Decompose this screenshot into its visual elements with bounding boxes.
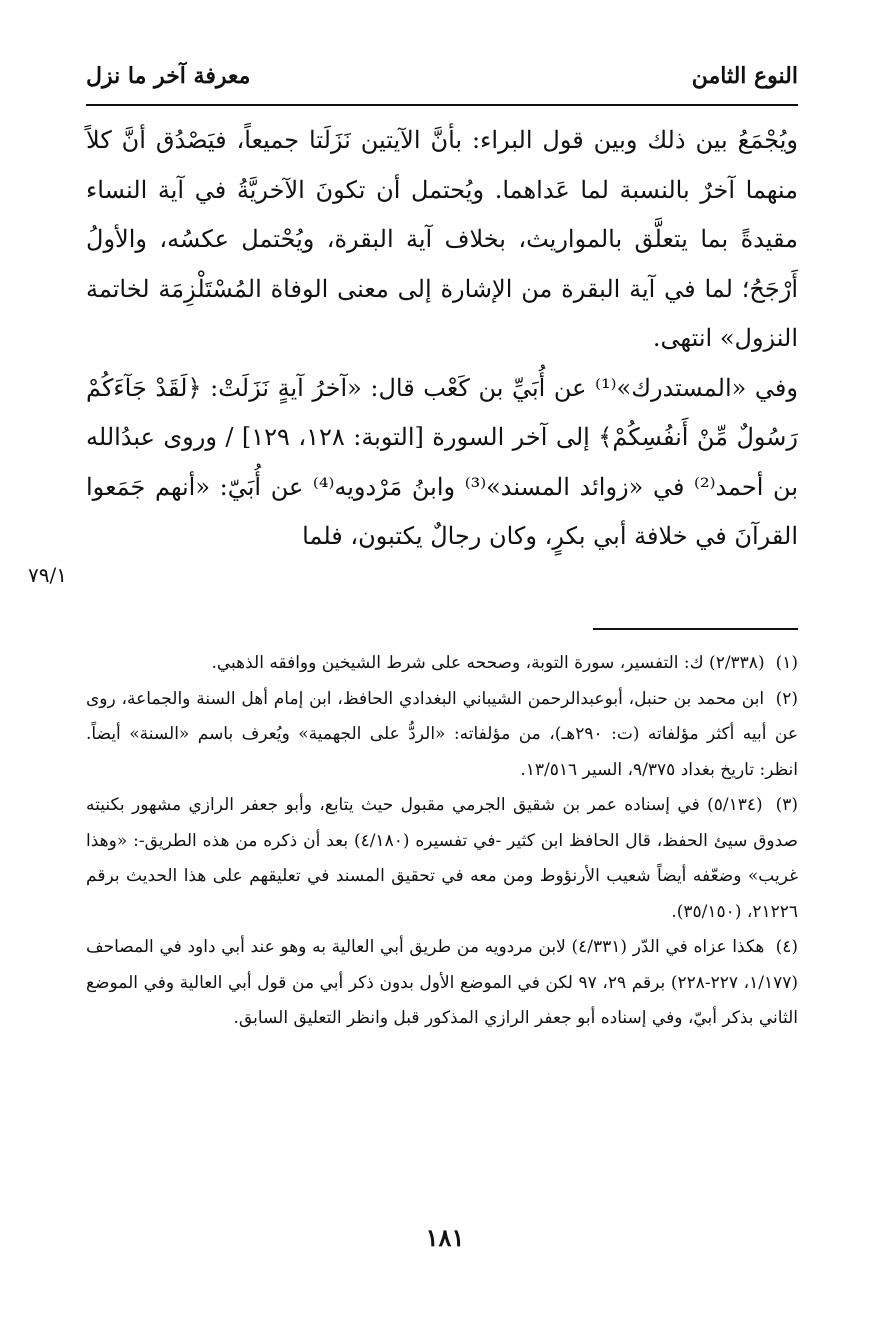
footnotes <box>86 646 798 1037</box>
main-text <box>86 116 798 562</box>
section-heading: معرفة آخر ما نزل <box>86 63 251 89</box>
footnote-number: (٤) <box>775 937 798 957</box>
footnote <box>86 682 798 789</box>
footnote-text: (٢/٣٣٨) ك: التفسير، سورة التوبة، وصححه على شرط الشيخين ووافقه الذهبي. <box>211 653 765 673</box>
page-number: ١٨١ <box>425 1223 465 1252</box>
chapter-heading: النوع الثامن <box>691 63 798 89</box>
footnote <box>86 646 798 682</box>
margin-reference: ٧٩/١ <box>28 563 67 587</box>
footnote-number: (١) <box>775 653 798 673</box>
running-header <box>86 56 798 96</box>
footnote-divider <box>593 628 798 630</box>
header-divider <box>86 104 798 106</box>
footnote <box>86 930 798 1037</box>
footnote-number: (٣) <box>775 795 799 815</box>
footnote-number: (٢) <box>775 688 798 709</box>
footnote-text: (٥/١٣٤) في إسناده عمر بن شقيق الجرمي مقبول حيث يتابع، وأبو جعفر الرازي مشهور بكنيته صدوق سيئ الحفظ، قال الحافظ ابن كثير -في تفسيره (٤/١٨٠) بعد أن ذكره من هذه الطريق-: «وهذا غريب» وضعّفه أيضاً شعيب الأرنؤوط ومن معه في تحقيق المسند في تعليقهم على هذا الحديث برقم ٢١٢٢٦، (٣٥/١٥٠). <box>86 795 798 922</box>
footnote <box>86 788 798 930</box>
paragraph: وفي «المستدرك»⁽¹⁾ عن أُبَيِّ بن كَعْب قال: «آخرُ آيةٍ نَزَلَتْ: ﴿لَقَدْ جَآءَكُمْ رَسُولٌ مِّنْ أَنفُسِكُمْ﴾ إلى آخر السورة [التوبة: ١٢٨، ١٢٩] / وروى عبدُالله بن أحمد⁽²⁾ في «زوائد المسند»⁽³⁾ وابنُ مَرْدويه⁽⁴⁾ عن أُبَيّ: «أنهم جَمَعوا القرآنَ في خلافة أبي بكرٍ، وكان رجالٌ يكتبون، فلما <box>86 373 798 550</box>
paragraph: ويُجْمَعُ بين ذلك وبين قول البراء: بأنَّ الآيتين نَزَلَتا جميعاً، فيَصْدُق أنَّ كلاً منهما آخرٌ بالنسبة لما عَداهما. ويُحتمل أن تكونَ الآخريَّةُ في آية النساء مقيدةً بما يتعلَّق بالمواريث، بخلاف آية البقرة، ويُحْتمل عكسُه، والأولُ أَرْجَحُ؛ لما في آية البقرة من الإشارة إلى معنى الوفاة المُسْتَلْزِمَة لخاتمة النزول» انتهى. <box>86 126 798 352</box>
footnote-text: هكذا عزاه في الدّر (٤/٣٣١) لابن مردويه من طريق أبي العالية به وهو عند أبي داود في المصاحف (١/١٧٧، ٢٢٧-٢٢٨) برقم ٢٩، ٩٧ لكن في الموضع الأول بدون ذكر أبي من قول أبي العالية وفي الموضع الثاني بذكر أبيّ، وفي إسناده أبو جعفر الرازي المذكور قبل وانظر التعليق السابق. <box>86 937 799 1028</box>
footnote-text: ابن محمد بن حنبل، أبوعبدالرحمن الشيباني البغدادي الحافظ، ابن إمام أهل السنة والجماعة، روى عن أبيه أكثر مؤلفاته (ت: ٢٩٠هـ)، من مؤلفاته: «الردُّ على الجهمية» ويُعرف باسم «السنة» أيضاً. انظر: تاريخ بغداد ٩/٣٧٥، السير ١٣/٥١٦. <box>86 688 798 780</box>
